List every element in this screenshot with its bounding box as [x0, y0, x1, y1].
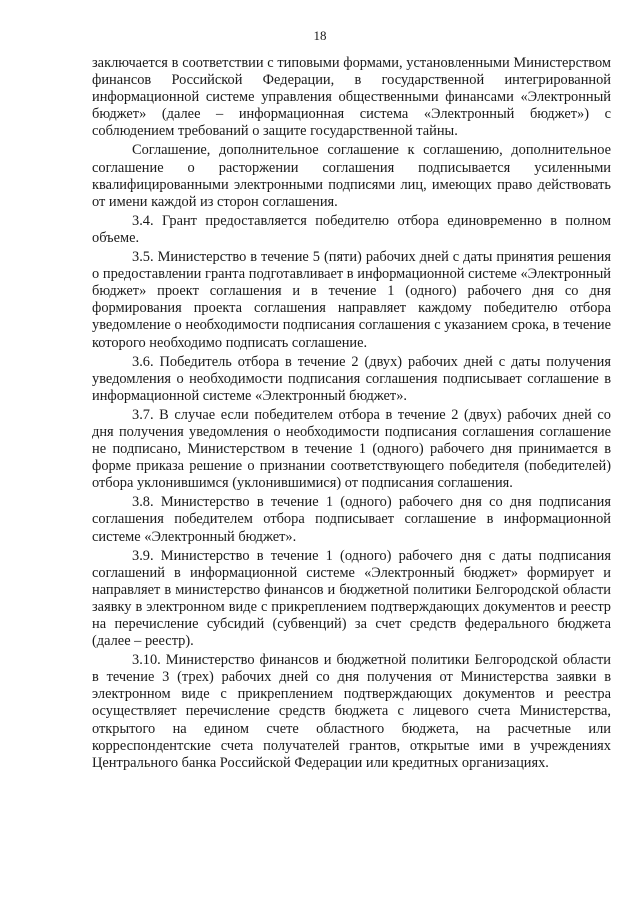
paragraph-3-5: 3.5. Министерство в течение 5 (пяти) рабочих дней с даты принятия решения о предоставлении гранта подготавливает в информационной системе «Электронный бюджет» проект соглашения и в течение 1 (одного) рабочего дня со дня формирования проекта соглашения направляет каждому победителю отбора уведомление о необходимости подписания соглашения с указанием срока, в течение которого необходимо подписать соглашение.	[92, 249, 611, 351]
document-body	[92, 55, 611, 774]
paragraph-agreement-signing: Соглашение, дополнительное соглашение к соглашению, дополнительное соглашение о расторжении соглашения подписывается усиленными квалифицированными электронными подписями лиц, имеющих право действовать от имени каждой из сторон соглашения.	[92, 142, 611, 210]
paragraph-3-7: 3.7. В случае если победителем отбора в течение 2 (двух) рабочих дней со дня получения уведомления о необходимости подписания соглашения соглашение не подписано, Министерством в течение 1 (одного) рабочего дня принимается в форме приказа решение о признании соответствующего победителя (победителей) отбора уклонившимся (уклонившимися) от подписания соглашения.	[92, 406, 611, 492]
paragraph-3-9: 3.9. Министерство в течение 1 (одного) рабочего дня с даты подписания соглашений в информационной системе «Электронный бюджет» формирует и направляет в министерство финансов и бюджетной политики Белгородской области заявку в электронном виде с прикреплением подтверждающих документов и реестр на перечисление субсидий (субвенций) за счет средств федерального бюджета (далее – реестр).	[92, 547, 611, 650]
paragraph-3-6: 3.6. Победитель отбора в течение 2 (двух) рабочих дней с даты получения уведомления о необходимости подписания соглашения подписывает соглашение в информационной системе «Электронный бюджет».	[92, 353, 611, 404]
page-number: 18	[313, 28, 327, 43]
paragraph-3-8: 3.8. Министерство в течение 1 (одного) рабочего дня со дня подписания соглашения победителем отбора подписывает соглашение в информационной системе «Электронный бюджет».	[92, 494, 611, 545]
paragraph-3-4: 3.4. Грант предоставляется победителю отбора единовременно в полном объеме.	[92, 212, 611, 246]
paragraph-continuation: заключается в соответствии с типовыми формами, установленными Министерством финансов Российской Федерации, в государственной интегрированной информационной системе управления общественными финансами «Электронный бюджет» (далее – информационная система «Электронный бюджет») с соблюдением требований о защите государственной тайны.	[92, 55, 611, 140]
paragraph-3-10: 3.10. Министерство финансов и бюджетной политики Белгородской области в течение 3 (трех) рабочих дней со дня получения от Министерства заявки в электронном виде с прикреплением подтверждающих документов и реестра осуществляет перечисление средств бюджета с лицевого счета Министерства, открытого на едином счете областного бюджета, на расчетные или корреспондентские счета получателей грантов, открытые ими в учреждениях Центрального банка Российской Федерации или кредитных организациях.	[92, 652, 611, 771]
